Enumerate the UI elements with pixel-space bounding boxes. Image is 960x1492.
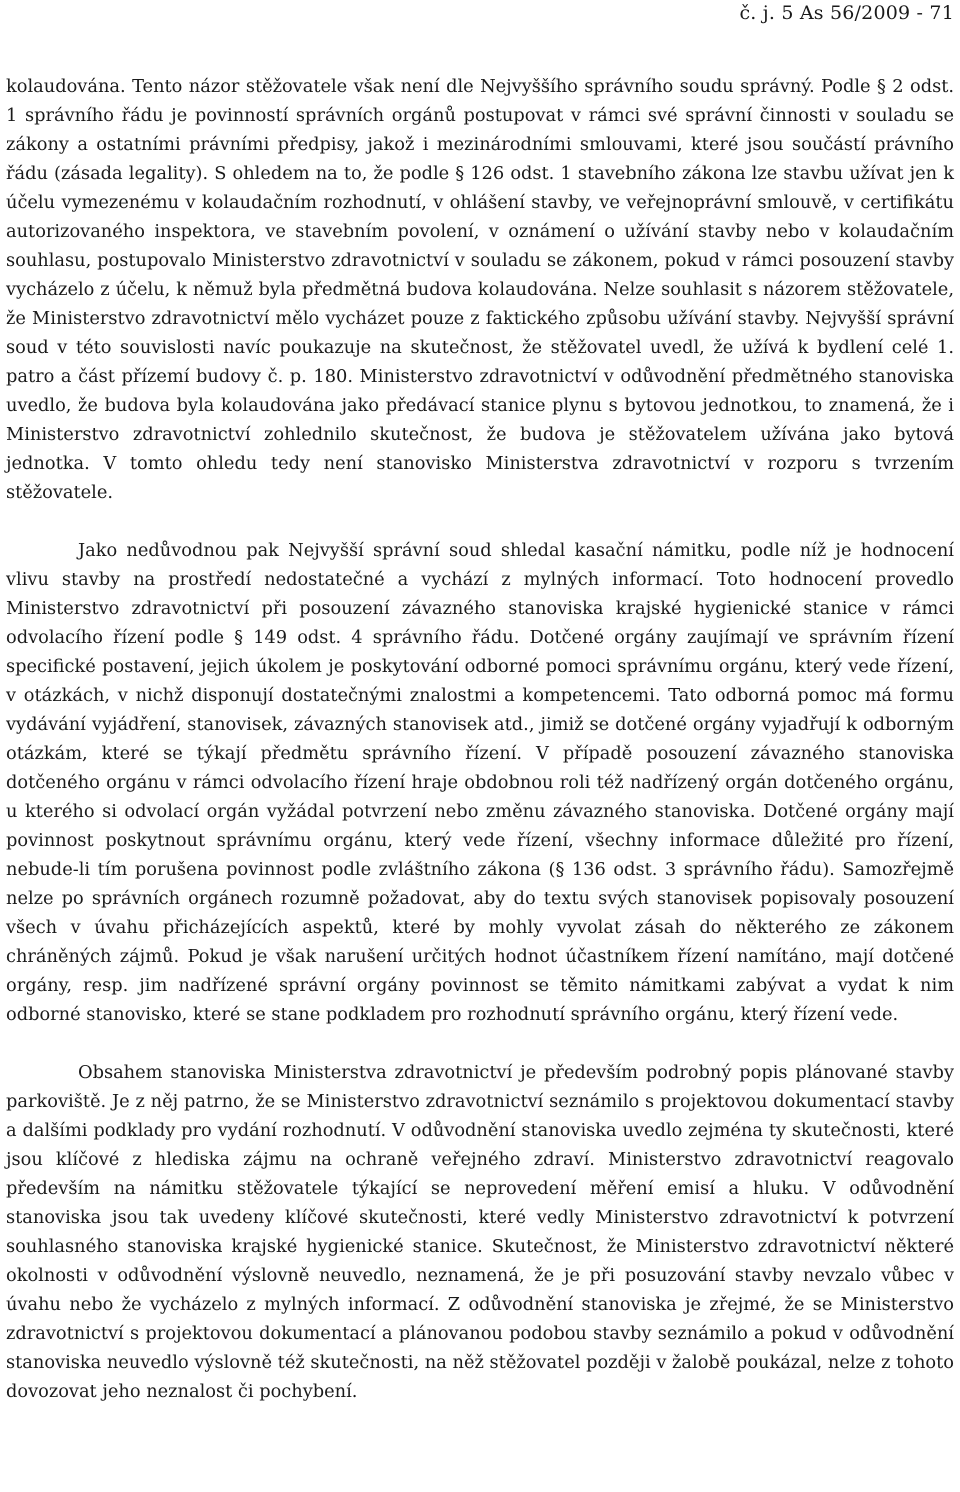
document-body bbox=[6, 72, 954, 1406]
paragraph-legality: kolaudována. Tento názor stěžovatele však není dle Nejvyššího správního soudu správný. Podle § 2 odst. 1 správního řádu je povinností správních orgánů postupovat v rámci své správní činnosti v souladu se zákony a ostatními právními předpisy, jakož i mezinárodními smlouvami, které jsou součástí právního řádu (zásada legality). S ohledem na to, že podle § 126 odst. 1 stavebního zákona lze stavbu užívat jen k účelu vymezenému v kolaudačním rozhodnutí, v ohlášení stavby, ve veřejnoprávní smlouvě, v certifikátu autorizovaného inspektora, ve stavebním povolení, v oznámení o užívání stavby nebo v kolaudačním souhlasu, postupovalo Ministerstvo zdravotnictví v souladu se zákonem, pokud v rámci posouzení stavby vycházelo z účelu, k němuž byla předmětná budova kolaudována. Nelze souhlasit s názorem stěžovatele, že Ministerstvo zdravotnictví mělo vycházet pouze z faktického způsobu užívání stavby. Nejvyšší správní soud v této souvislosti navíc poukazuje na skutečnost, že stěžovatel uvedl, že užívá k bydlení celé 1. patro a část přízemí budovy č. p. 180. Ministerstvo zdravotnictví v odůvodnění předmětného stanoviska uvedlo, že budova byla kolaudována jako předávací stanice plynu s bytovou jednotkou, to znamená, že i Ministerstvo zdravotnictví zohlednilo skutečnost, že budova je stěžovatelem užívána jako bytová jednotka. V tomto ohledu tedy není stanovisko Ministerstva zdravotnictví v rozporu s tvrzením stěžovatele. bbox=[6, 76, 954, 503]
case-number-header: č. j. 5 As 56/2009 - 71 bbox=[739, 2, 954, 24]
paragraph-ministry-opinion: Obsahem stanoviska Ministerstva zdravotnictví je především podrobný popis plánované stavby parkoviště. Je z něj patrno, že se Ministerstvo zdravotnictví seznámilo s projektovou dokumentací stavby a dalšími podklady pro vydání rozhodnutí. V odůvodnění stanoviska uvedlo zejména ty skutečnosti, které jsou klíčové z hlediska zájmu na ochraně veřejného zdraví. Ministerstvo zdravotnictví reagovalo především na námitku stěžovatele týkající se neprovedení měření emisí a hluku. V odůvodnění stanoviska jsou tak uvedeny klíčové skutečnosti, které vedly Ministerstvo zdravotnictví k potvrzení souhlasného stanoviska krajské hygienické stanice. Skutečnost, že Ministerstvo zdravotnictví některé okolnosti v odůvodnění výslovně neuvedlo, neznamená, že je při posuzování stavby nevzalo vůbec v úvahu nebo že vycházelo z mylných informací. Z odůvodnění stanoviska je zřejmé, že se Ministerstvo zdravotnictví s projektovou dokumentací a plánovanou podobou stavby seznámilo a pokud v odůvodnění stanoviska neuvedlo výslovně též skutečnosti, na něž stěžovatel později v žalobě poukázal, nelze z tohoto dovozovat jeho neznalost či pochybení. bbox=[6, 1062, 954, 1402]
paragraph-environment-assessment: Jako nedůvodnou pak Nejvyšší správní soud shledal kasační námitku, podle níž je hodnocení vlivu stavby na prostředí nedostatečné a vychází z mylných informací. Toto hodnocení provedlo Ministerstvo zdravotnictví při posouzení závazného stanoviska krajské hygienické stanice v rámci odvolacího řízení podle § 149 odst. 4 správního řádu. Dotčené orgány zaujímají ve správním řízení specifické postavení, jejich úkolem je poskytování odborné pomoci správnímu orgánu, který vede řízení, v otázkách, v nichž disponují dostatečnými znalostmi a kompetencemi. Tato odborná pomoc má formu vydávání vyjádření, stanovisek, závazných stanovisek atd., jimiž se dotčené orgány vyjadřují k odborným otázkám, které se týkají předmětu správního řízení. V případě posouzení závazného stanoviska dotčeného orgánu v rámci odvolacího řízení hraje obdobnou roli též nadřízený orgán dotčeného orgánu, u kterého si odvolací orgán vyžádal potvrzení nebo změnu závazného stanoviska. Dotčené orgány mají povinnost poskytnout správnímu orgánu, který vede řízení, všechny informace důležité pro řízení, nebude-li tím porušena povinnost podle zvláštního zákona (§ 136 odst. 3 správního řádu). Samozřejmě nelze po správních orgánech rozumně požadovat, aby do textu svých stanovisek popisovaly posouzení všech v úvahu přicházejících aspektů, které by mohly vyvolat zásah do některého ze zákonem chráněných zájmů. Pokud je však narušení určitých hodnot účastníkem řízení namítáno, mají dotčené orgány, resp. jim nadřízené správní orgány povinnost se těmito námitkami zabývat a vydat k nim odborné stanovisko, které se stane podkladem pro rozhodnutí správního orgánu, který řízení vede. bbox=[6, 540, 954, 1025]
